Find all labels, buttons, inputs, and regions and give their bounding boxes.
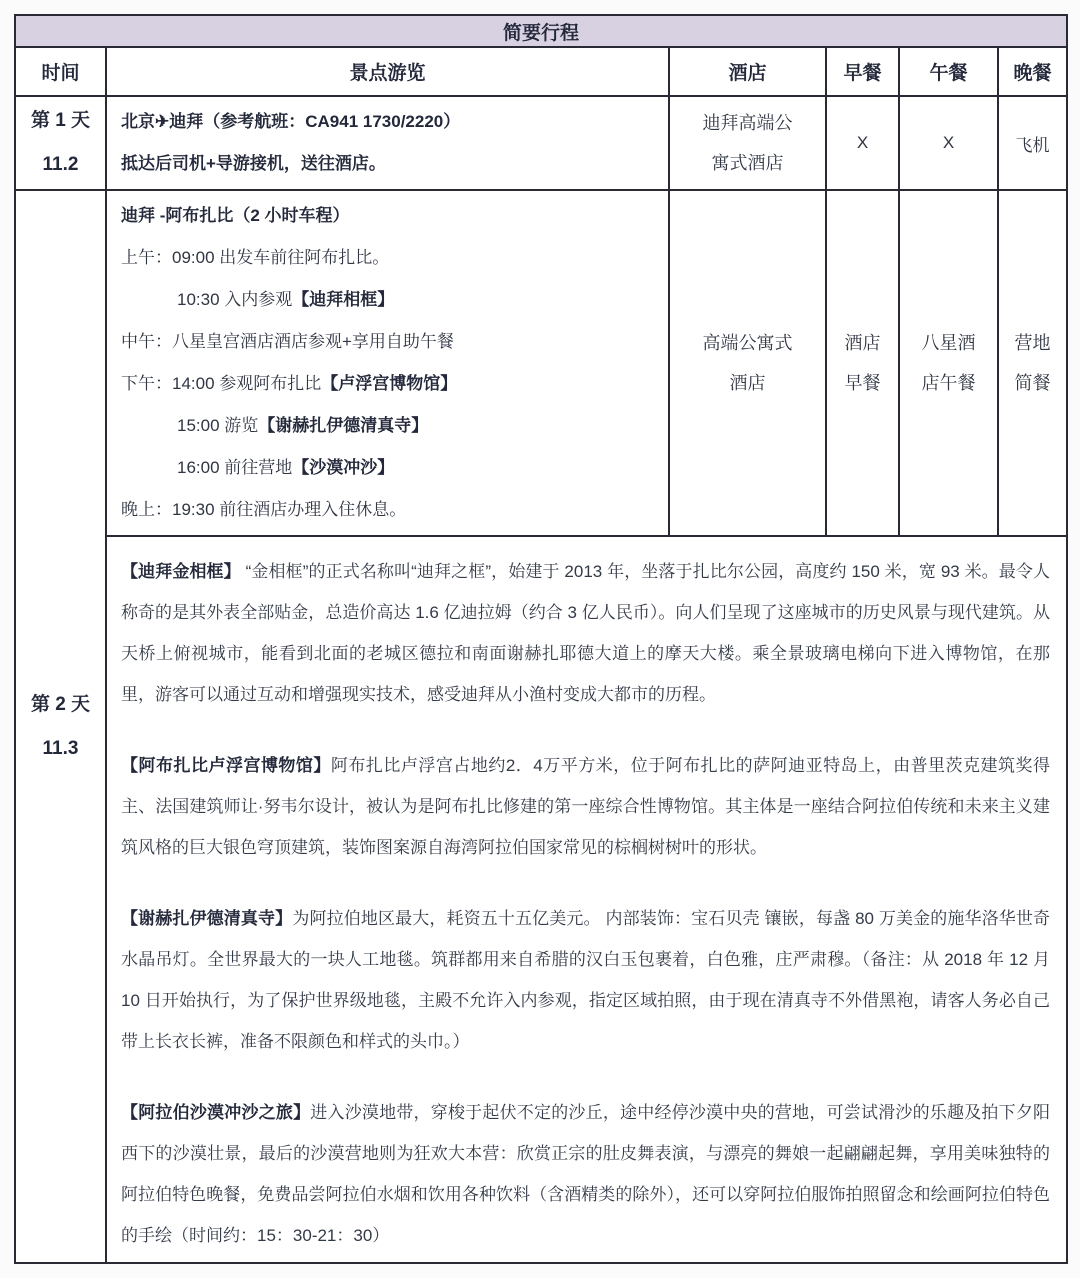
attraction-description <box>121 898 1050 1062</box>
col-header-sights: 景点游览 <box>106 47 669 96</box>
schedule-text: 下午：14:00 参观阿布扎比 <box>121 374 322 393</box>
attraction-description <box>121 551 1050 715</box>
day1-label: 第 1 天 <box>30 110 91 131</box>
itinerary-table <box>14 14 1068 1264</box>
descriptions-cell <box>106 536 1067 1263</box>
day2-lunch: 八星酒店午餐 <box>921 333 976 393</box>
attraction-description <box>121 1092 1050 1256</box>
day2-lunch-cell <box>899 190 998 536</box>
day1-hotel-cell <box>669 96 826 190</box>
col-header-time: 时间 <box>15 47 106 96</box>
attraction-description <box>121 745 1050 868</box>
schedule-highlight: 【谢赫扎伊德清真寺】 <box>258 416 429 435</box>
day2-date: 11.3 <box>42 737 79 759</box>
day1-date: 11.2 <box>42 154 79 175</box>
col-header-breakfast: 早餐 <box>826 47 899 96</box>
attraction-title: 【谢赫扎伊德清真寺】 <box>121 909 293 928</box>
col-header-hotel: 酒店 <box>669 47 826 96</box>
table-title: 简要行程 <box>15 15 1067 47</box>
day1-time-cell <box>15 96 106 190</box>
schedule-text: 15:00 游览 <box>177 416 259 435</box>
day1-row <box>15 96 1067 190</box>
schedule-line <box>121 237 654 279</box>
day2-hotel-cell <box>669 190 826 536</box>
day1-plan-cell <box>106 96 669 190</box>
schedule-line <box>121 321 654 363</box>
schedule-text: 10:30 入内参观 <box>177 290 293 309</box>
schedule-line <box>121 363 654 405</box>
attraction-title: 【阿拉伯沙漠冲沙之旅】 <box>121 1103 311 1122</box>
schedule-text: 中午：八星皇宫酒店酒店参观+享用自助午餐 <box>121 332 454 351</box>
col-header-dinner: 晚餐 <box>998 47 1067 96</box>
schedule-text: 16:00 前往营地 <box>177 458 293 477</box>
day1-lunch: X <box>899 96 998 190</box>
schedule-line <box>121 489 654 531</box>
descriptions-row <box>15 536 1067 1263</box>
attraction-title: 【阿布扎比卢浮宫博物馆】 <box>121 756 331 775</box>
schedule-line <box>121 279 654 321</box>
day1-dinner: 飞机 <box>998 96 1067 190</box>
day2-dinner-cell <box>998 190 1067 536</box>
day1-hotel: 迪拜高端公寓式酒店 <box>702 113 793 173</box>
schedule-highlight: 【卢浮宫博物馆】 <box>321 374 458 393</box>
schedule-text: 晚上：19:30 前往酒店办理入住休息。 <box>121 500 407 519</box>
day1-transfer-note: 抵达后司机+导游接机，送往酒店。 <box>121 154 386 173</box>
title-row <box>15 15 1067 47</box>
day1-route: 北京✈迪拜（参考航班：CA941 1730/2220） <box>121 112 461 131</box>
day2-hotel: 高端公寓式酒店 <box>702 333 793 393</box>
column-header-row <box>15 47 1067 96</box>
attraction-title: 【迪拜金相框】 <box>121 562 241 581</box>
day2-dinner: 营地简餐 <box>1014 333 1051 393</box>
schedule-highlight: 【沙漠冲沙】 <box>292 458 395 477</box>
schedule-text: 上午：09:00 出发车前往阿布扎比。 <box>121 248 390 267</box>
day2-row <box>15 190 1067 536</box>
day2-label: 第 2 天 <box>30 693 91 715</box>
day2-plan-cell <box>106 190 669 536</box>
schedule-highlight: 【迪拜相框】 <box>292 290 395 309</box>
attraction-text: “金相框”的正式名称叫“迪拜之框”，始建于 2013 年，坐落于扎比尔公园，高度约 150 米，宽 93 米。最令人称奇的是其外表全部贴金，总造价高达 1.6 亿迪拉姆（约合 3 亿人民币）。向人们呈现了这座城市的历史风景与现代建筑。从天桥上俯视城市，能看到北面的老城区德拉和南面谢赫扎耶德大道上的摩天大楼。乘全景玻璃电梯向下进入博物馆，在那里，游客可以通过互动和增强现实技术，感受迪拜从小渔村变成大都市的历程。 <box>121 562 1051 704</box>
attraction-text: 为阿拉伯地区最大，耗资五十五亿美元。 内部装饰：宝石贝壳 镶嵌，每盏 80 万美金的施华洛华世奇水晶吊灯。全世界最大的一块人工地毯。筑群都用来自希腊的汉白玉包裹着，白色雅，庄严肃穆。（备注：从 2018 年 12 月 10 日开始执行，为了保护世界级地毯，主殿不允许入内参观，指定区域拍照，由于现在清真寺不外借黑袍，请客人务必自己带上长衣长裤，准备不限颜色和样式的头巾。） <box>121 909 1051 1051</box>
col-header-lunch: 午餐 <box>899 47 998 96</box>
day2-time-cell <box>15 190 106 1263</box>
day2-route-heading: 迪拜 -阿布扎比（2 小时车程） <box>121 206 350 225</box>
day2-breakfast-cell <box>826 190 899 536</box>
attraction-text: 阿布扎比卢浮宫占地约2．4万平方米，位于阿布扎比的萨阿迪亚特岛上，由普里茨克建筑奖得主、法国建筑师让·努韦尔设计，被认为是阿布扎比修建的第一座综合性博物馆。其主体是一座结合阿拉伯传统和未来主义建筑风格的巨大银色穹顶建筑，装饰图案源自海湾阿拉伯国家常见的棕榈树树叶的形状。 <box>121 756 1051 857</box>
schedule-line <box>121 447 654 489</box>
day1-breakfast: X <box>826 96 899 190</box>
schedule-line <box>121 405 654 447</box>
attraction-text: 进入沙漠地带，穿梭于起伏不定的沙丘，途中经停沙漠中央的营地，可尝试滑沙的乐趣及拍下夕阳西下的沙漠壮景，最后的沙漠营地则为狂欢大本营：欣赏正宗的肚皮舞表演，与漂亮的舞娘一起翩翩起舞，享用美味独特的阿拉伯特色晚餐，免费品尝阿拉伯水烟和饮用各种饮料（含酒精类的除外），还可以穿阿拉伯服饰拍照留念和绘画阿拉伯特色的手绘（时间约：15：30-21：30） <box>121 1103 1051 1245</box>
day2-breakfast: 酒店早餐 <box>844 333 881 393</box>
